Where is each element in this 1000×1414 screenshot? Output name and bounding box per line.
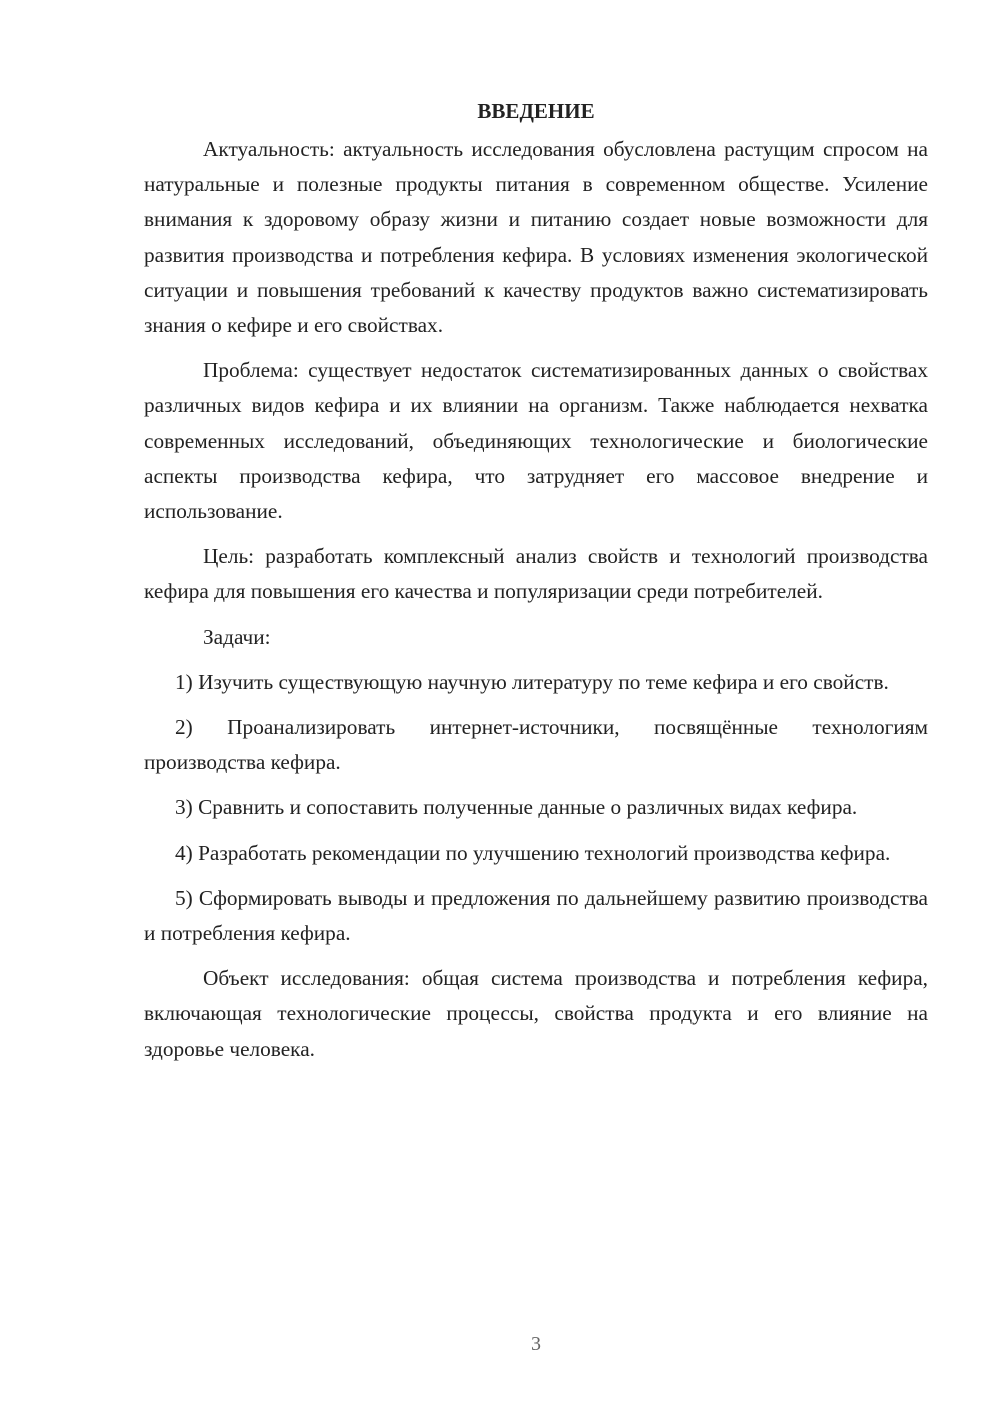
task-item: 4) Разработать рекомендации по улучшению технологий производства кефира.	[175, 840, 891, 865]
task-item: 5) Сформировать выводы и предложения по дальнейшему развитию производства и потребления кефира.	[144, 885, 928, 946]
task-item: 2) Проанализировать интернет-источники, посвящённые технологиям производства кефира.	[144, 715, 928, 775]
task-item: 1) Изучить существующую научную литературу по теме кефира и его свойств.	[175, 669, 889, 694]
problem-paragraph: Проблема: существует недостаток систематизированных данных о свойствах различных видов кефира и их влиянии на организм. Также наблюдается нехватка современных исследований, объединяющих технологические и биологические аспекты производства кефира, что затрудняет его массовое внедрение и использование.	[144, 358, 928, 524]
relevance-paragraph: Актуальность: актуальность исследования обусловлена растущим спросом на натуральные и полезные продукты питания в современном обществе. Усиление внимания к здоровому образу жизни и питанию создает новые возможности для развития производства и потребления кефира. В условиях изменения экологической ситуации и повышения требований к качеству продуктов важно систематизировать знания о кефире и его свойствах.	[144, 137, 928, 338]
page-content	[144, 94, 928, 1077]
tasks-label: Задачи:	[203, 624, 271, 649]
task-item: 3) Сравнить и сопоставить полученные данные о различных видах кефира.	[175, 795, 858, 820]
object-paragraph: Объект исследования: общая система производства и потребления кефира, включающая технологические процессы, свойства продукта и его влияние на здоровье человека.	[144, 966, 928, 1061]
section-heading: ВВЕДЕНИЕ	[477, 99, 595, 123]
page-number: 3	[531, 1333, 541, 1355]
goal-paragraph: Цель: разработать комплексный анализ свойств и технологий производства кефира для повышения его качества и популяризации среди потребителей.	[144, 544, 928, 604]
